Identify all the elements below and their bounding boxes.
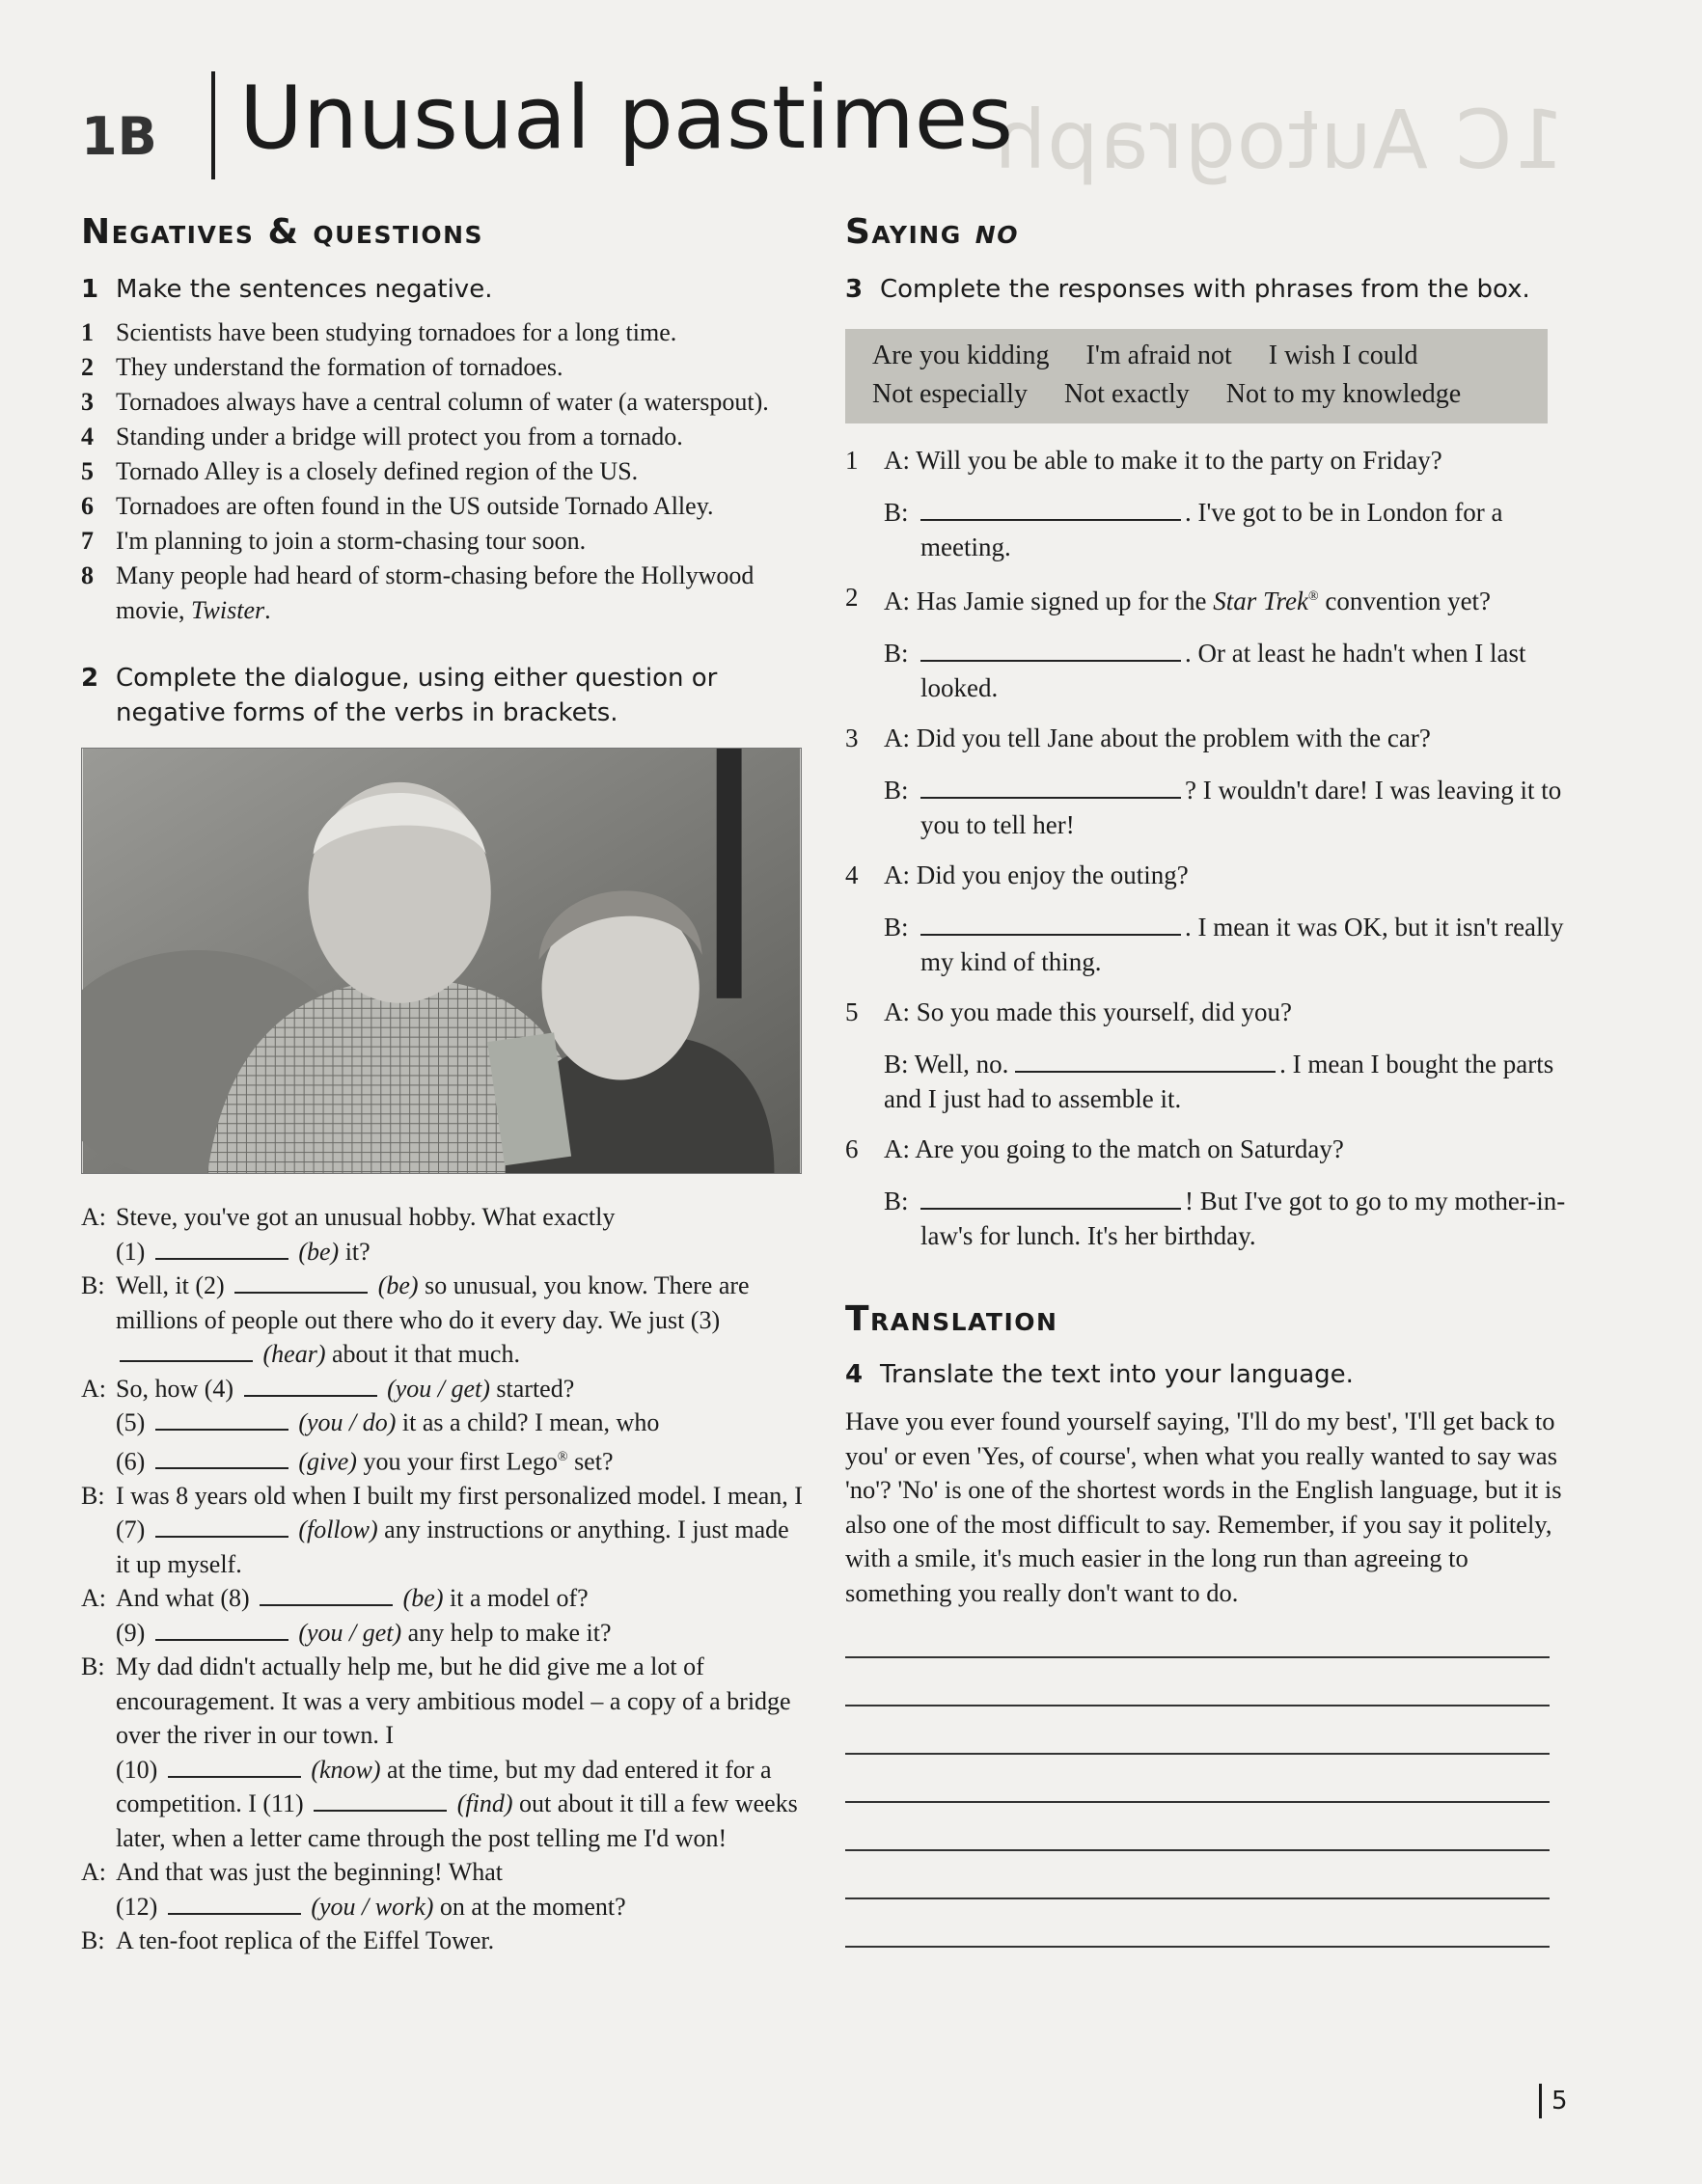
responses-list <box>845 443 1578 1253</box>
writing-line[interactable] <box>845 1946 1550 1948</box>
phrase-option: I wish I could <box>1268 341 1418 370</box>
exercise-2-instruction <box>81 661 805 730</box>
answer-blank[interactable] <box>1015 1050 1276 1073</box>
answer-blank[interactable] <box>244 1374 377 1397</box>
section-heading-negatives: Negatives & questions <box>81 212 484 252</box>
writing-line[interactable] <box>845 1897 1550 1899</box>
answer-blank[interactable] <box>168 1892 301 1915</box>
list-item: 3 Tornadoes always have a central column of water (a waterspout). <box>81 388 769 416</box>
writing-lines[interactable] <box>845 1656 1578 1948</box>
answer-blank[interactable] <box>155 1446 288 1469</box>
phrase-option: Not especially <box>872 379 1028 409</box>
exercise-1-list <box>81 315 805 628</box>
answer-blank[interactable] <box>234 1270 368 1294</box>
exercise-1-instruction <box>81 275 805 304</box>
unit-code: 1B <box>81 106 157 167</box>
translation-passage: Have you ever found yourself saying, 'I'll do my best', 'I'll get back to you' or even 'Yes, of course', when what you really wanted to say was 'no'? 'No' is one of the shortest words in the English language, but it is also one of the most difficult to say. Remember, if you say it politely, with a smile, it's much easier in the long run than agreeing to something you really don't want to do. <box>845 1406 1562 1607</box>
instruction-text: Translate the text into your language. <box>880 1360 1354 1389</box>
answer-blank[interactable] <box>260 1583 393 1606</box>
section-heading-translation: Translation <box>845 1299 1058 1339</box>
page-title: Unusual pastimes <box>239 68 1014 169</box>
response-item: 2 A: Has Jamie signed up for the Star Trek® convention yet? B: . Or at least he hadn't when I last looked. <box>845 583 1526 702</box>
writing-line[interactable] <box>845 1656 1550 1658</box>
answer-blank[interactable] <box>314 1788 447 1812</box>
answer-blank[interactable] <box>155 1515 288 1538</box>
title-divider <box>211 71 215 179</box>
writing-line[interactable] <box>845 1849 1550 1851</box>
writing-line[interactable] <box>845 1753 1550 1755</box>
answer-blank[interactable] <box>155 1407 288 1431</box>
dialogue-turn: B: Well, it (2) (be) so unusual, you know. There are millions of people out there who do it every day. We just (3) (hear) about it that much. <box>81 1271 750 1368</box>
right-column <box>845 212 1578 1948</box>
exercise-number: 2 <box>81 664 99 693</box>
exercise-number: 1 <box>81 275 99 304</box>
list-item: 8 Many people had heard of storm-chasing before the Hollywood movie, Twister. <box>81 561 755 624</box>
response-item: 6 A: Are you going to the match on Saturday? B: ! But I've got to go to my mother-in-law's for lunch. It's her birthday. <box>845 1134 1566 1250</box>
phrase-option: Are you kidding <box>872 341 1050 370</box>
answer-blank[interactable] <box>920 498 1181 521</box>
dialogue-turn: B: My dad didn't actually help me, but he did give me a lot of encouragement. It was a very ambitious model – a copy of a bridge over the river in our town. I (10) (know) at the time, but my dad entered it for a competition. I (11) (find) out about it till a few weeks later, when a letter came through the post telling me I'd won! <box>81 1652 798 1852</box>
page-number-bar <box>1539 2084 1542 2118</box>
ghost-reverse-title: 1C Autograph <box>994 93 1565 187</box>
exercise-3-instruction <box>845 275 1578 304</box>
dialogue-turn: A: And what (8) (be) it a model of? (9) (you / get) any help to make it? <box>81 1584 612 1647</box>
phrase-option: Not exactly <box>1063 379 1190 409</box>
grandfather-grandson-photo <box>81 748 802 1174</box>
exercise-number: 4 <box>845 1360 864 1389</box>
list-item: 4 Standing under a bridge will protect you from a tornado. <box>81 423 683 450</box>
answer-blank[interactable] <box>920 776 1181 799</box>
answer-blank[interactable] <box>920 913 1181 936</box>
dialogue <box>81 1200 805 1958</box>
instruction-text: Complete the dialogue, using either question or negative forms of the verbs in brackets. <box>116 664 718 727</box>
dialogue-turn: B: A ten-foot replica of the Eiffel Tower. <box>81 1926 495 1955</box>
dialogue-turn: B: I was 8 years old when I built my first personalized model. I mean, I (7) (follow) any instructions or anything. I just made it up myself. <box>81 1481 803 1578</box>
instruction-text: Make the sentences negative. <box>116 275 493 304</box>
phrase-option: Not to my knowledge <box>1225 379 1462 409</box>
dialogue-turn: A: And that was just the beginning! What (12) (you / work) on at the moment? <box>81 1858 626 1921</box>
phrase-option: I'm afraid not <box>1085 341 1232 370</box>
phrase-box <box>845 329 1548 423</box>
list-item: 5 Tornado Alley is a closely defined region of the US. <box>81 457 639 485</box>
dialogue-turn: A: Steve, you've got an unusual hobby. What exactly (1) (be) it? <box>81 1203 616 1266</box>
list-item: 7 I'm planning to join a storm-chasing tour soon. <box>81 527 587 555</box>
instruction-text: Complete the responses with phrases from the box. <box>880 275 1530 304</box>
response-item: 5 A: So you made this yourself, did you? B: Well, no. . I mean I bought the parts and I just had to assemble it. <box>845 997 1554 1113</box>
writing-line[interactable] <box>845 1801 1550 1803</box>
answer-blank[interactable] <box>155 1237 288 1260</box>
list-item: 1 Scientists have been studying tornadoes for a long time. <box>81 318 677 346</box>
response-item: 3 A: Did you tell Jane about the problem with the car? B: ? I wouldn't dare! I was leaving it to you to tell her! <box>845 723 1562 839</box>
answer-blank[interactable] <box>168 1755 301 1778</box>
list-item: 6 Tornadoes are often found in the US outside Tornado Alley. <box>81 492 714 520</box>
exercise-number: 3 <box>845 275 864 304</box>
response-item: 4 A: Did you enjoy the outing? B: . I mean it was OK, but it isn't really my kind of thing. <box>845 860 1564 976</box>
response-item: 1 A: Will you be able to make it to the party on Friday? B: . I've got to be in London for a meeting. <box>845 446 1503 561</box>
dialogue-turn: A: So, how (4) (you / get) started? (5) (you / do) it as a child? I mean, who (6) (give) you your first Lego® set? <box>81 1374 660 1476</box>
page-number: 5 <box>1539 2084 1568 2118</box>
list-item: 2 They understand the formation of tornadoes. <box>81 353 563 381</box>
section-heading-saying-no: Saying no <box>845 212 1019 252</box>
answer-blank[interactable] <box>120 1339 253 1362</box>
exercise-4-instruction <box>845 1360 1578 1389</box>
writing-line[interactable] <box>845 1705 1550 1706</box>
answer-blank[interactable] <box>920 639 1181 662</box>
answer-blank[interactable] <box>920 1187 1181 1210</box>
answer-blank[interactable] <box>155 1618 288 1641</box>
left-column <box>81 212 805 1958</box>
